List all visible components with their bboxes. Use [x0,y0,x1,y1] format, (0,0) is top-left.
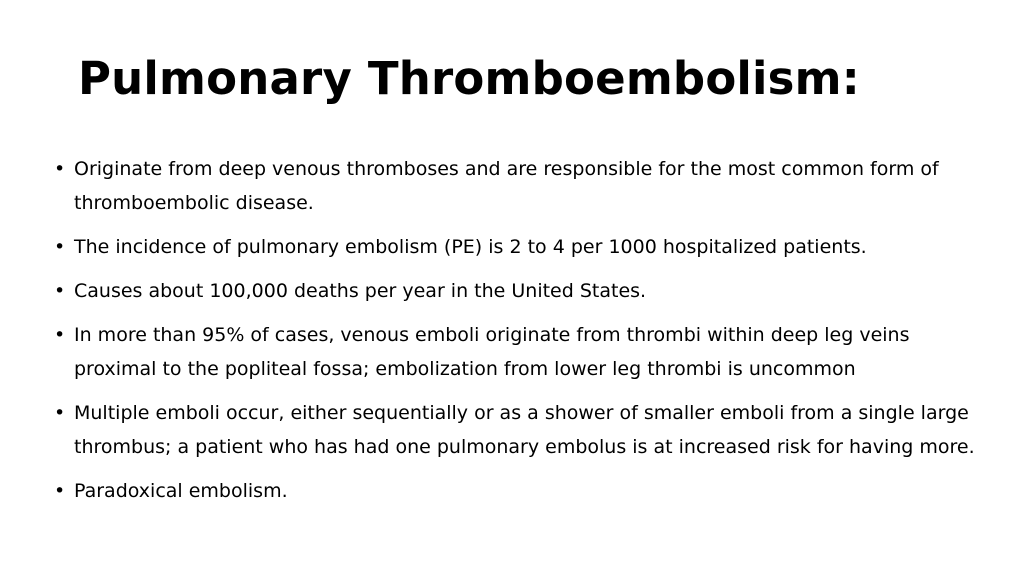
bullet-item [54,396,984,464]
bullet-item [54,474,984,508]
bullet-icon: • [54,402,66,424]
bullet-item [54,230,984,264]
bullet-icon: • [54,158,66,180]
bullet-icon: • [54,280,66,302]
bullet-icon: • [54,480,66,502]
bullet-item [54,152,984,220]
slide-title: Pulmonary Thromboembolism: [78,52,860,105]
bullet-icon: • [54,236,66,258]
bullet-list [54,152,984,518]
bullet-text: Originate from deep venous thromboses and are responsible for the most common form of thromboembolic disease. [74,158,939,214]
bullet-text: Multiple emboli occur, either sequentially or as a shower of smaller emboli from a single large thrombus; a patient who has had one pulmonary embolus is at increased risk for having more. [74,402,975,458]
bullet-text: Paradoxical embolism. [74,480,288,502]
bullet-text: In more than 95% of cases, venous emboli originate from thrombi within deep leg veins proximal to the popliteal fossa; embolization from lower leg thrombi is uncommon [74,324,910,380]
bullet-text: Causes about 100,000 deaths per year in the United States. [74,280,647,302]
bullet-text: The incidence of pulmonary embolism (PE) is 2 to 4 per 1000 hospitalized patients. [74,236,867,258]
bullet-item [54,274,984,308]
bullet-item [54,318,984,386]
bullet-icon: • [54,324,66,346]
